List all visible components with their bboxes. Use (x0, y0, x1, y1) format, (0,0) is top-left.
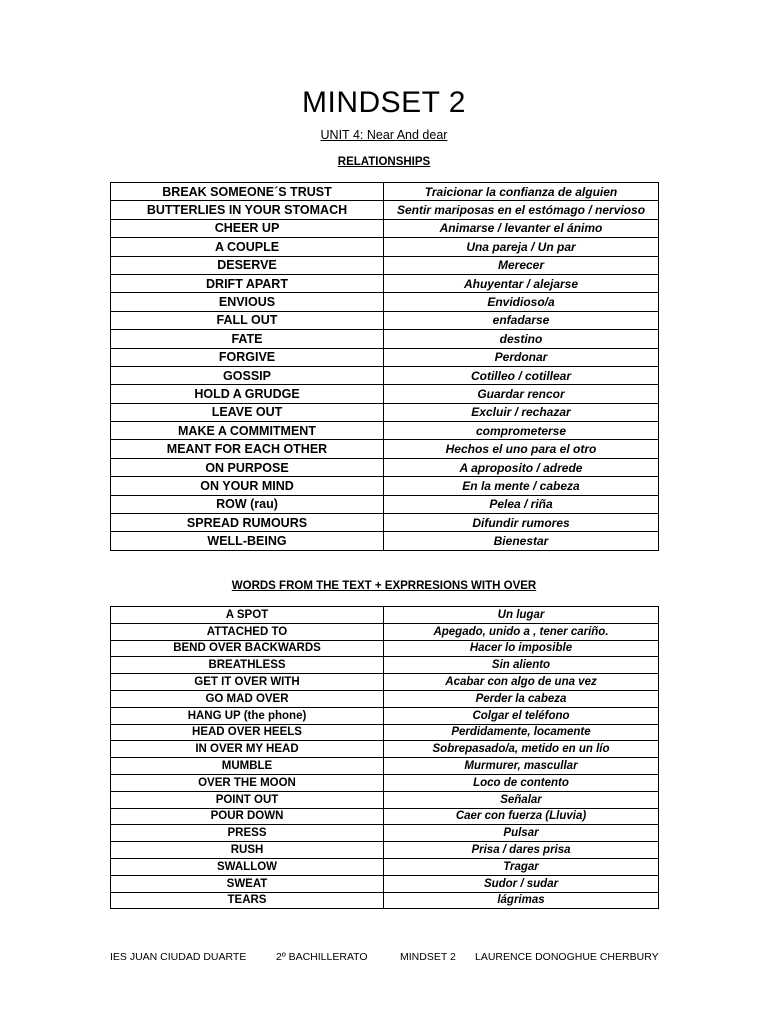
english-term: LEAVE OUT (111, 403, 384, 421)
english-term: IN OVER MY HEAD (111, 741, 384, 758)
spanish-translation: Envidioso/a (384, 293, 659, 311)
table-row (111, 348, 659, 366)
table-row (111, 477, 659, 495)
english-term: MEANT FOR EACH OTHER (111, 440, 384, 458)
words-table-body (111, 607, 659, 909)
table-row (111, 791, 659, 808)
spanish-translation: Excluir / rechazar (384, 403, 659, 421)
spanish-translation: comprometerse (384, 422, 659, 440)
table-row (111, 707, 659, 724)
table-row (111, 219, 659, 237)
section-heading-relationships: RELATIONSHIPS (337, 156, 431, 168)
english-term: DESERVE (111, 256, 384, 274)
table-row (111, 640, 659, 657)
table-row (111, 422, 659, 440)
table-row (111, 366, 659, 384)
table-row (111, 724, 659, 741)
english-term: FORGIVE (111, 348, 384, 366)
english-term: A COUPLE (111, 238, 384, 256)
english-term: ENVIOUS (111, 293, 384, 311)
spanish-translation: Sudor / sudar (384, 875, 659, 892)
spanish-translation: Prisa / dares prisa (384, 842, 659, 859)
spanish-translation: Bienestar (384, 532, 659, 550)
spanish-translation: Murmurer, mascullar (384, 758, 659, 775)
english-term: BEND OVER BACKWARDS (111, 640, 384, 657)
table-row (111, 607, 659, 624)
spanish-translation: Hechos el uno para el otro (384, 440, 659, 458)
spanish-translation: Ahuyentar / alejarse (384, 274, 659, 292)
english-term: SWEAT (111, 875, 384, 892)
spanish-translation: Difundir rumores (384, 514, 659, 532)
table-row (111, 183, 659, 201)
english-term: SPREAD RUMOURS (111, 514, 384, 532)
spanish-translation: Una pareja / Un par (384, 238, 659, 256)
english-term: BREATHLESS (111, 657, 384, 674)
spanish-translation: Sentir mariposas en el estómago / nervioso (384, 201, 659, 219)
table-row (111, 238, 659, 256)
table-row (111, 311, 659, 329)
spanish-translation: Sobrepasado/a, metido en un lío (384, 741, 659, 758)
table-row (111, 690, 659, 707)
page-footer (110, 951, 658, 965)
spanish-translation: A aproposito / adrede (384, 458, 659, 476)
table-row (111, 774, 659, 791)
footer-authors: LAURENCE DONOGHUE CHERBURY (475, 951, 659, 963)
table-row (111, 808, 659, 825)
spanish-translation: Pulsar (384, 825, 659, 842)
words-table (110, 606, 659, 909)
table-row (111, 825, 659, 842)
english-term: HANG UP (the phone) (111, 707, 384, 724)
table-row (111, 495, 659, 513)
spanish-translation: Sin aliento (384, 657, 659, 674)
relationships-table-body (111, 183, 659, 551)
english-term: ROW (rau) (111, 495, 384, 513)
english-term: FALL OUT (111, 311, 384, 329)
english-term: MUMBLE (111, 758, 384, 775)
spanish-translation: Perder la cabeza (384, 690, 659, 707)
spanish-translation: Loco de contento (384, 774, 659, 791)
spanish-translation: Caer con fuerza (Lluvia) (384, 808, 659, 825)
spanish-translation: Colgar el teléfono (384, 707, 659, 724)
spanish-translation: Traicionar la confianza de alguien (384, 183, 659, 201)
table-row (111, 403, 659, 421)
spanish-translation: enfadarse (384, 311, 659, 329)
english-term: ON YOUR MIND (111, 477, 384, 495)
english-term: WELL-BEING (111, 532, 384, 550)
table-row (111, 256, 659, 274)
spanish-translation: lágrimas (384, 892, 659, 909)
english-term: POUR DOWN (111, 808, 384, 825)
footer-book: MINDSET 2 (400, 951, 456, 963)
table-row (111, 385, 659, 403)
spanish-translation: Señalar (384, 791, 659, 808)
table-row (111, 274, 659, 292)
english-term: PRESS (111, 825, 384, 842)
unit-subtitle: UNIT 4: Near And dear (320, 128, 448, 142)
english-term: FATE (111, 330, 384, 348)
english-term: HEAD OVER HEELS (111, 724, 384, 741)
spanish-translation: Cotilleo / cotillear (384, 366, 659, 384)
spanish-translation: Merecer (384, 256, 659, 274)
spanish-translation: Un lugar (384, 607, 659, 624)
spanish-translation: Perdidamente, locamente (384, 724, 659, 741)
section-heading-words-from-text: WORDS FROM THE TEXT + EXPRRESIONS WITH OVER (231, 580, 537, 592)
english-term: POINT OUT (111, 791, 384, 808)
english-term: GO MAD OVER (111, 690, 384, 707)
spanish-translation: Hacer lo imposible (384, 640, 659, 657)
english-term: SWALLOW (111, 858, 384, 875)
table-row (111, 440, 659, 458)
table-row (111, 330, 659, 348)
spanish-translation: Pelea / riña (384, 495, 659, 513)
footer-course: 2º BACHILLERATO (276, 951, 368, 963)
english-term: BUTTERLIES IN YOUR STOMACH (111, 201, 384, 219)
english-term: A SPOT (111, 607, 384, 624)
english-term: ATTACHED TO (111, 623, 384, 640)
table-row (111, 875, 659, 892)
spanish-translation: Guardar rencor (384, 385, 659, 403)
spanish-translation: En la mente / cabeza (384, 477, 659, 495)
english-term: CHEER UP (111, 219, 384, 237)
table-row (111, 201, 659, 219)
table-row (111, 657, 659, 674)
relationships-table (110, 182, 659, 551)
table-row (111, 532, 659, 550)
english-term: GOSSIP (111, 366, 384, 384)
table-row (111, 293, 659, 311)
table-row (111, 741, 659, 758)
page-title: MINDSET 2 (302, 86, 466, 119)
english-term: DRIFT APART (111, 274, 384, 292)
table-row (111, 758, 659, 775)
spanish-translation: Perdonar (384, 348, 659, 366)
table-row (111, 892, 659, 909)
english-term: RUSH (111, 842, 384, 859)
english-term: HOLD A GRUDGE (111, 385, 384, 403)
table-row (111, 514, 659, 532)
table-row (111, 842, 659, 859)
spanish-translation: destino (384, 330, 659, 348)
spanish-translation: Apegado, unido a , tener cariño. (384, 623, 659, 640)
footer-school: IES JUAN CIUDAD DUARTE (110, 951, 247, 963)
english-term: ON PURPOSE (111, 458, 384, 476)
spanish-translation: Acabar con algo de una vez (384, 674, 659, 691)
english-term: BREAK SOMEONE´S TRUST (111, 183, 384, 201)
english-term: OVER THE MOON (111, 774, 384, 791)
english-term: TEARS (111, 892, 384, 909)
spanish-translation: Animarse / levanter el ánimo (384, 219, 659, 237)
spanish-translation: Tragar (384, 858, 659, 875)
english-term: MAKE A COMMITMENT (111, 422, 384, 440)
table-row (111, 674, 659, 691)
table-row (111, 623, 659, 640)
table-row (111, 858, 659, 875)
english-term: GET IT OVER WITH (111, 674, 384, 691)
table-row (111, 458, 659, 476)
